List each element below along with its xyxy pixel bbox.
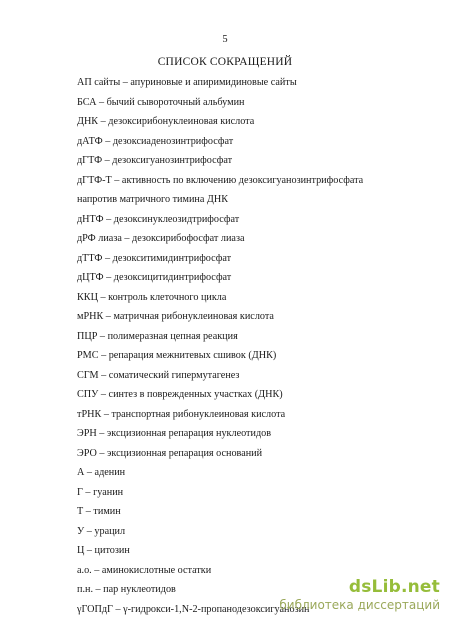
abbreviation-entry: п.н. – пар нуклеотидов — [77, 584, 176, 595]
abbreviation-entry: ПЦР – полимеразная цепная реакция — [77, 330, 238, 342]
watermark-brand: dsLib.net — [348, 577, 440, 597]
abbreviation-entry: Т – тимин — [77, 506, 121, 517]
abbreviation-list — [77, 73, 407, 619]
abbreviation-entry: дТТФ – дезокситимидинтрифосфат — [77, 252, 232, 264]
watermark-subtitle: библиотека диссертаций — [279, 598, 440, 612]
abbreviation-entry: ЭРО – эксцизионная репарация оснований — [77, 447, 263, 459]
abbreviation-entry: напротив матричного тимина ДНК — [77, 194, 229, 205]
abbreviation-entry: дАТФ – дезоксиаденозинтрифосфат — [77, 135, 234, 147]
abbreviation-entry: дНТФ – дезоксинуклеозидтрифосфат — [77, 213, 240, 225]
abbreviation-entry: Ц – цитозин — [77, 545, 130, 556]
abbreviation-entry: тРНК – транспортная рибонуклеиновая кислота — [77, 408, 286, 420]
abbreviation-entry: СПУ – синтез в поврежденных участках (ДНК) — [77, 389, 283, 400]
abbreviation-entry: ККЦ – контроль клеточного цикла — [77, 291, 227, 303]
abbreviation-entry: а.о. – аминокислотные остатки — [77, 564, 212, 576]
abbreviation-entry: Г – гуанин — [77, 486, 124, 498]
abbreviation-entry: АП сайты – апуриновые и апиримидиновые сайты — [77, 77, 297, 88]
abbreviation-entry: γГОПдГ – γ-гидрокси-1,N-2-пропанодезоксигуанозин — [77, 603, 310, 615]
watermark — [279, 577, 440, 612]
abbreviation-entry: У – урацил — [77, 525, 126, 537]
abbreviation-entry: дРФ лиаза – дезоксирибофосфат лиаза — [77, 233, 245, 244]
abbreviation-entry: мРНК – матричная рибонуклеиновая кислота — [77, 311, 274, 322]
abbreviation-entry: ЭРН – эксцизионная репарация нуклеотидов — [77, 428, 272, 439]
page-title: СПИСОК СОКРАЩЕНИЙ — [157, 56, 293, 68]
abbreviation-entry: ДНК – дезоксирибонуклеиновая кислота — [77, 116, 255, 127]
abbreviation-entry: СГМ – соматический гипермутагенез — [77, 369, 240, 381]
abbreviation-entry: А – аденин — [77, 467, 126, 478]
page-number: 5 — [222, 34, 228, 45]
abbreviation-entry: дЦТФ – дезоксицитидинтрифосфат — [77, 272, 232, 283]
abbreviation-entry: РМС – репарация межнитевых сшивок (ДНК) — [77, 350, 277, 361]
abbreviation-entry: дГТФ-Т – активность по включению дезоксигуанозинтрифосфата — [77, 174, 364, 186]
abbreviation-entry: дГТФ – дезоксигуанозинтрифосфат — [77, 155, 233, 166]
abbreviation-entry: БСА – бычий сывороточный альбумин — [77, 96, 245, 108]
